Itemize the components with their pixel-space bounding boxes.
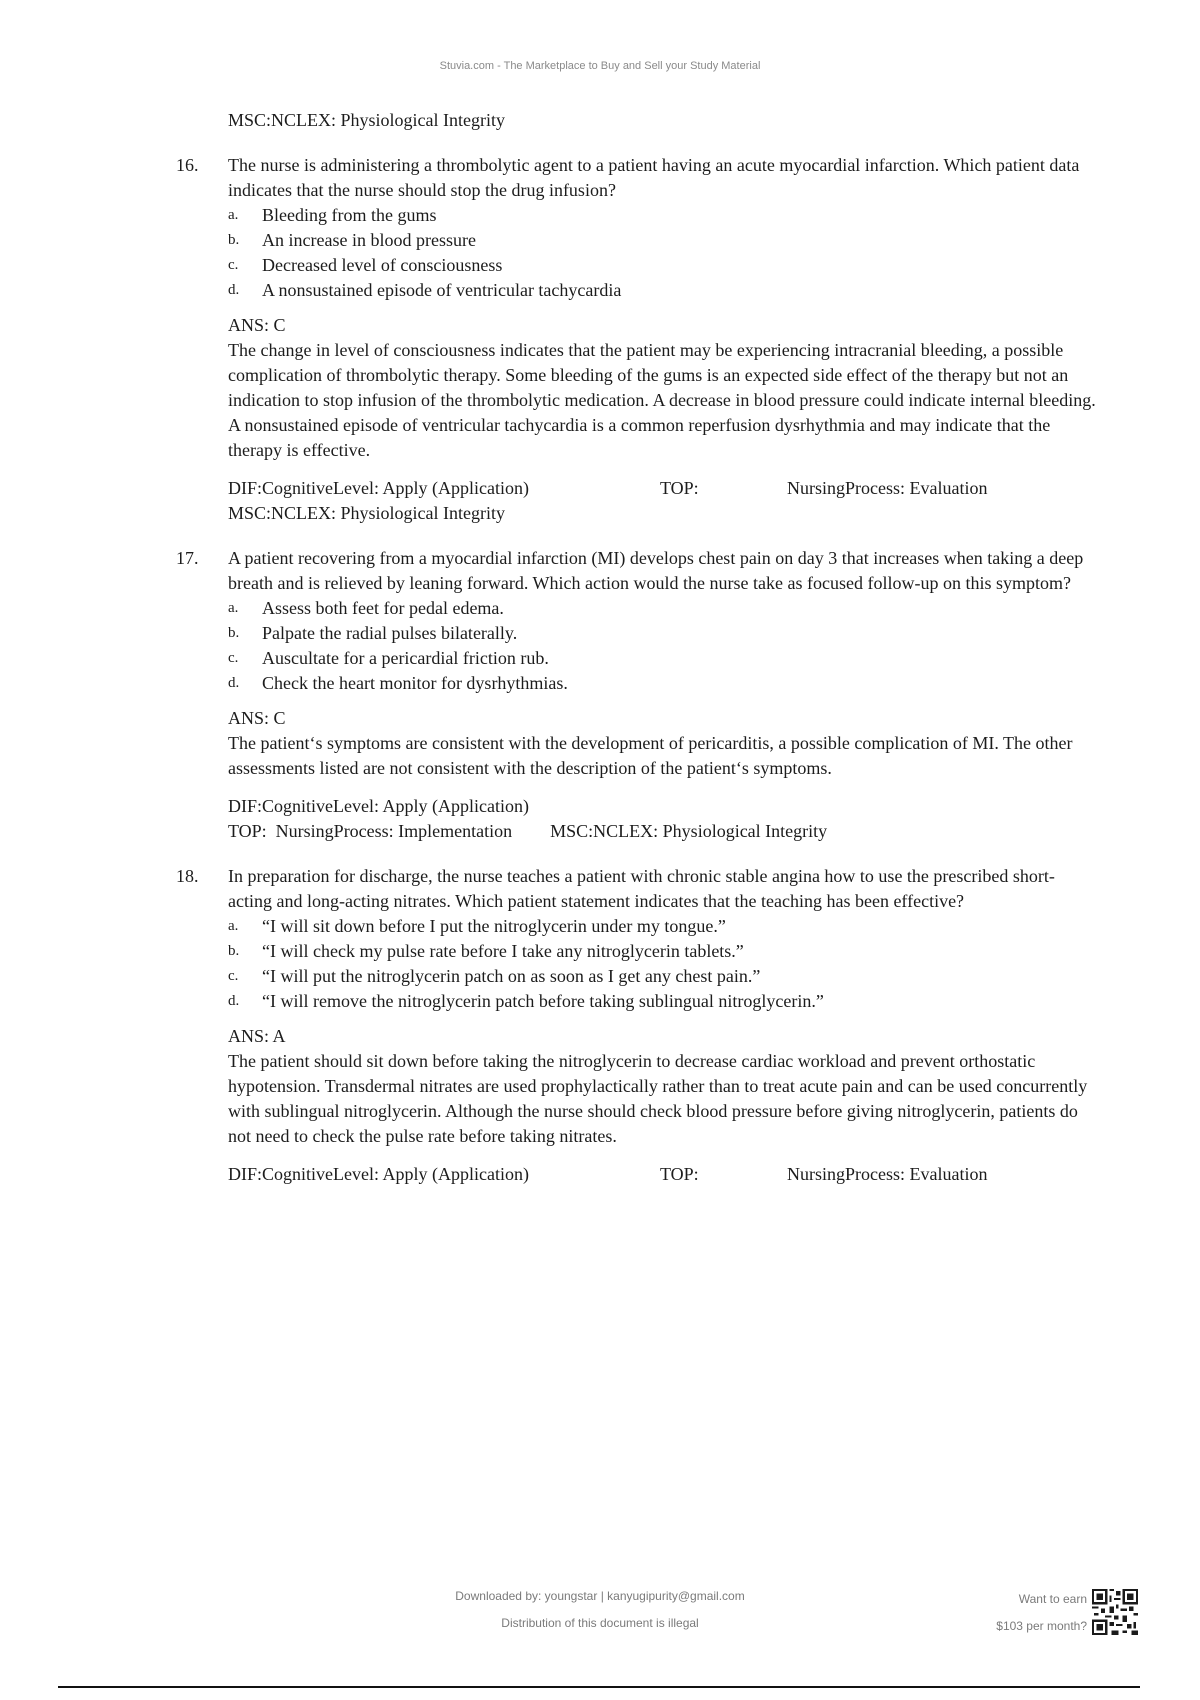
topic-value: NursingProcess: Evaluation xyxy=(787,1164,988,1184)
rationale-text: The change in level of consciousness indicates that the patient may be experiencing intracranial bleeding, a possible complication of thrombolytic therapy. Some bleeding of the gums is an expected side effect of the therapy but not an indication to stop infusion of the thrombolytic medication. A decrease in blood pressure could indicate internal bleeding. A nonsustained episode of ventricular tachycardia is a common reperfusion dysrhythmia and may indicate that the therapy is effective. xyxy=(228,340,1096,460)
option-letter: d. xyxy=(228,993,240,1009)
option-b xyxy=(228,228,1096,253)
option-letter: a. xyxy=(228,918,239,934)
answer-key: ANS: C xyxy=(228,315,286,335)
option-letter: c. xyxy=(228,257,239,273)
option-c xyxy=(228,964,1096,989)
option-letter: b. xyxy=(228,232,240,248)
promo-line-2: $103 per month? xyxy=(996,1619,1087,1633)
option-text: “I will sit down before I put the nitroglycerin under my tongue.” xyxy=(262,916,726,936)
option-text: “I will check my pulse rate before I take any nitroglycerin tablets.” xyxy=(262,941,744,961)
answer-options xyxy=(228,596,1096,696)
question-stem: In preparation for discharge, the nurse teaches a patient with chronic stable angina how to use the prescribed short-acting and long-acting nitrates. Which patient statement indicates that the teaching has been effective? xyxy=(228,866,1055,911)
topic-value: TOP: NursingProcess: Implementation xyxy=(228,821,513,841)
previous-question-msc: MSC:NCLEX: Physiological Integrity xyxy=(228,110,505,130)
option-text: Check the heart monitor for dysrhythmias. xyxy=(262,673,568,693)
option-letter: b. xyxy=(228,625,240,641)
option-letter: c. xyxy=(228,650,239,666)
topic-value: NursingProcess: Evaluation xyxy=(787,478,988,498)
option-text: Assess both feet for pedal edema. xyxy=(262,598,504,618)
option-letter: a. xyxy=(228,600,239,616)
option-a xyxy=(228,914,1096,939)
distribution-notice: Distribution of this document is illegal xyxy=(501,1616,699,1630)
answer-key: ANS: A xyxy=(228,1026,286,1046)
document-body xyxy=(176,108,1096,1207)
option-b xyxy=(228,621,1096,646)
question-stem: A patient recovering from a myocardial infarction (MI) develops chest pain on day 3 that increases when taking a deep breath and is relieved by leaning forward. Which action would the nurse take as focused follow-up on this symptom? xyxy=(228,548,1084,593)
question-metadata xyxy=(228,794,1096,844)
option-b xyxy=(228,939,1096,964)
question-18 xyxy=(176,864,1096,1187)
bottom-rule xyxy=(58,1686,1140,1688)
msc-category: MSC:NCLEX: Physiological Integrity xyxy=(550,821,828,841)
option-d xyxy=(228,671,1096,696)
rationale-text: The patient‘s symptoms are consistent with the development of pericarditis, a possible complication of MI. The other assessments listed are not consistent with the description of the patient‘s symptoms. xyxy=(228,733,1073,778)
rationale-text: The patient should sit down before taking the nitroglycerin to decrease cardiac workload and prevent orthostatic hypotension. Transdermal nitrates are used prophylactically rather than to treat acute pain and can be used concurrently with sublingual nitroglycerin. Although the nurse should check blood pressure before giving nitroglycerin, patients do not need to check the pulse rate before taking nitrates. xyxy=(228,1051,1088,1146)
option-text: A nonsustained episode of ventricular tachycardia xyxy=(262,280,622,300)
option-text: Auscultate for a pericardial friction rub. xyxy=(262,648,549,668)
question-16 xyxy=(176,153,1096,526)
option-letter: d. xyxy=(228,675,240,691)
promo-line-1: Want to earn xyxy=(1018,1592,1087,1606)
question-metadata xyxy=(228,1162,1096,1187)
downloaded-by-text: Downloaded by: youngstar | kanyugipurity@gmail.com xyxy=(455,1589,745,1603)
msc-category: MSC:NCLEX: Physiological Integrity xyxy=(228,503,505,523)
option-a xyxy=(228,596,1096,621)
option-c xyxy=(228,646,1096,671)
option-letter: a. xyxy=(228,207,239,223)
earn-promo-link[interactable] xyxy=(955,1586,1087,1640)
answer-options xyxy=(228,914,1096,1014)
difficulty-level: DIF:CognitiveLevel: Apply (Application) xyxy=(228,1164,529,1184)
answer-key: ANS: C xyxy=(228,708,286,728)
option-c xyxy=(228,253,1096,278)
option-letter: b. xyxy=(228,943,240,959)
question-metadata xyxy=(228,476,1096,526)
option-text: Palpate the radial pulses bilaterally. xyxy=(262,623,518,643)
option-d xyxy=(228,278,1096,303)
option-text: “I will put the nitroglycerin patch on as soon as I get any chest pain.” xyxy=(262,966,761,986)
option-letter: d. xyxy=(228,282,240,298)
question-number: 17. xyxy=(176,548,199,568)
qr-code-icon[interactable] xyxy=(1092,1589,1138,1635)
question-number: 18. xyxy=(176,866,199,886)
option-text: Decreased level of consciousness xyxy=(262,255,503,275)
answer-options xyxy=(228,203,1096,303)
question-number: 16. xyxy=(176,155,199,175)
question-17 xyxy=(176,546,1096,844)
page-header: Stuvia.com - The Marketplace to Buy and Sell your Study Material xyxy=(439,60,761,72)
option-d xyxy=(228,989,1096,1014)
option-text: “I will remove the nitroglycerin patch before taking sublingual nitroglycerin.” xyxy=(262,991,824,1011)
question-stem: The nurse is administering a thrombolytic agent to a patient having an acute myocardial infarction. Which patient data indicates that the nurse should stop the drug infusion? xyxy=(228,155,1080,200)
option-text: An increase in blood pressure xyxy=(262,230,476,250)
option-text: Bleeding from the gums xyxy=(262,205,437,225)
topic-label: TOP: xyxy=(660,1164,699,1184)
difficulty-level: DIF:CognitiveLevel: Apply (Application) xyxy=(228,796,529,816)
option-a xyxy=(228,203,1096,228)
topic-label: TOP: xyxy=(660,478,699,498)
difficulty-level: DIF:CognitiveLevel: Apply (Application) xyxy=(228,478,529,498)
option-letter: c. xyxy=(228,968,239,984)
